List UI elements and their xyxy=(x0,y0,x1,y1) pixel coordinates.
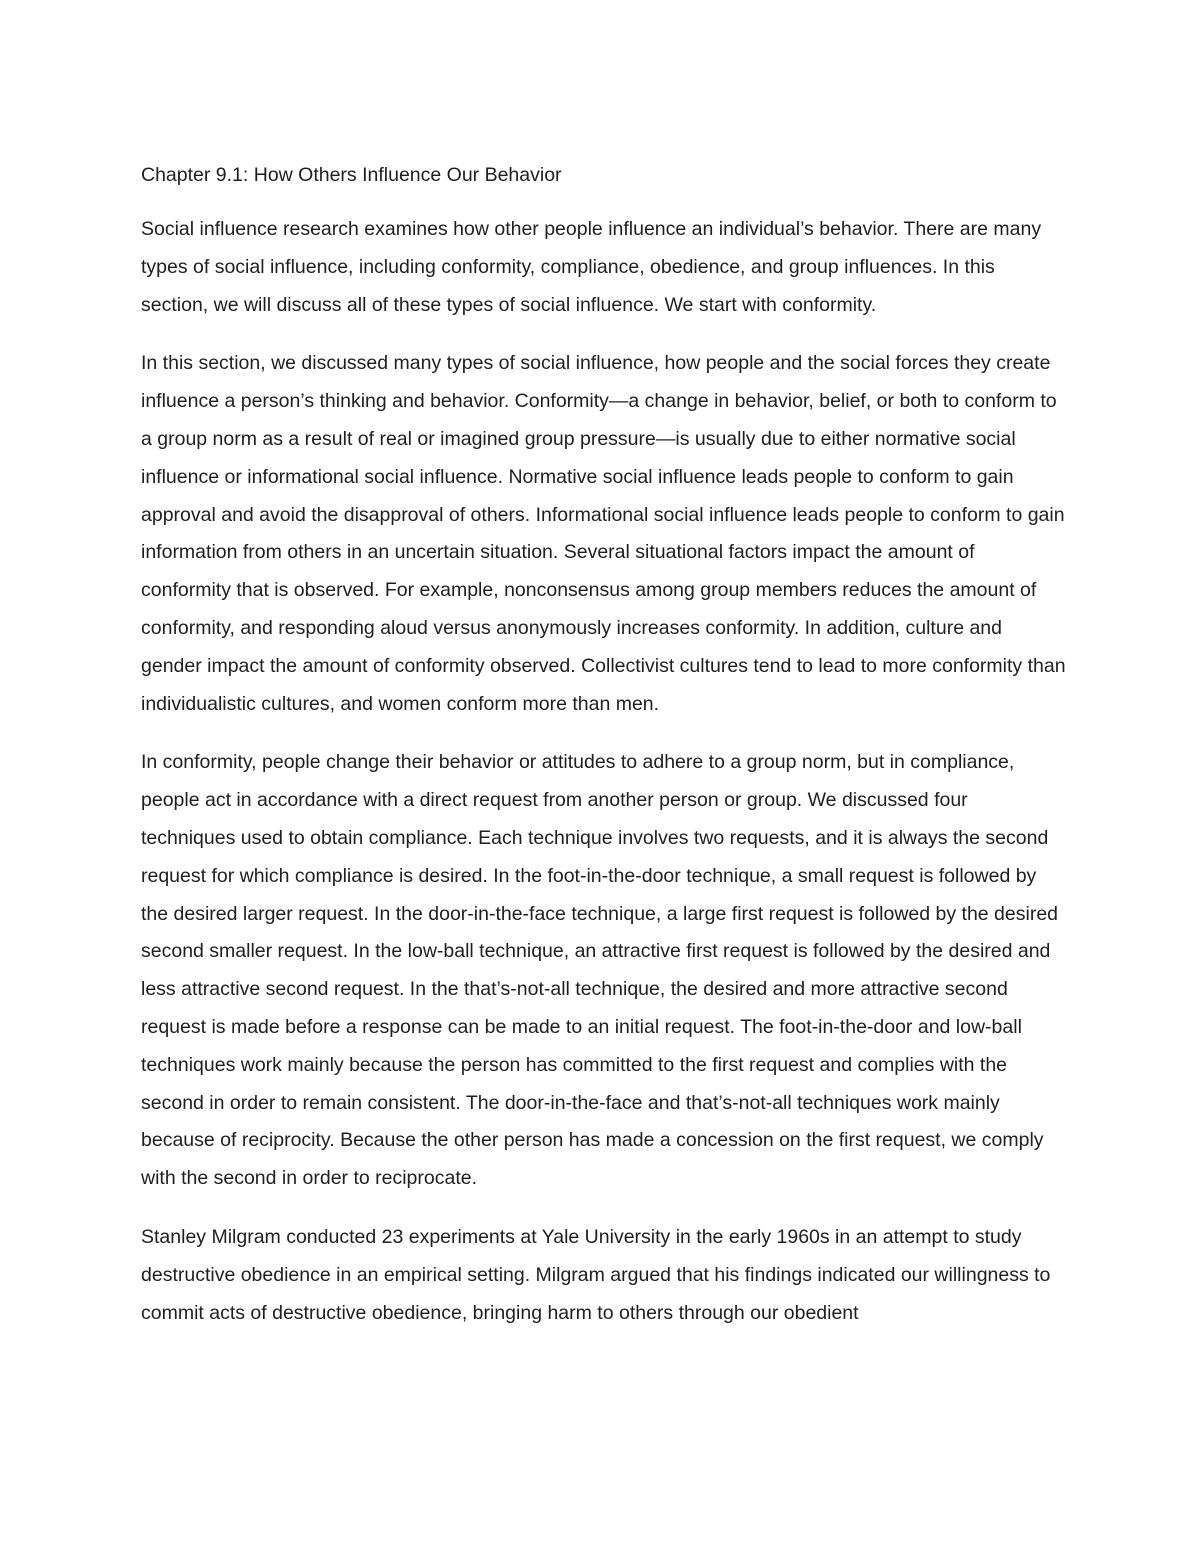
paragraph-compliance: In conformity, people change their behavior or attitudes to adhere to a group norm, but in compliance, people act in accordance with a direct request from another person or group. We discussed four techniques used to obtain compliance. Each technique involves two requests, and it is always the second request for which compliance is desired. In the foot-in-the-door technique, a small request is followed by the desired larger request. In the door-in-the-face technique, a large first request is followed by the desired second smaller request. In the low-ball technique, an attractive first request is followed by the desired and less attractive second request. In the that’s-not-all technique, the desired and more attractive second request is made before a response can be made to an initial request. The foot-in-the-door and low-ball techniques work mainly because the person has committed to the first request and complies with the second in order to remain consistent. The door-in-the-face and that’s-not-all techniques work mainly because of reciprocity. Because the other person has made a concession on the first request, we comply with the second in order to reciprocate. xyxy=(141,751,1059,1190)
chapter-title: Chapter 9.1: How Others Influence Our Behavior xyxy=(141,164,562,186)
paragraph-conformity: In this section, we discussed many types of social influence, how people and the social forces they create influence a person’s thinking and behavior. Conformity—a change in behavior, belief, or both to conform to a group norm as a result of real or imagined group pressure—is usually due to either normative social influence or informational social influence. Normative social influence leads people to conform to gain approval and avoid the disapproval of others. Informational social influence leads people to conform to gain information from others in an uncertain situation. Several situational factors impact the amount of conformity that is observed. For example, nonconsensus among group members reduces the amount of conformity, and responding aloud versus anonymously increases conformity. In addition, culture and gender impact the amount of conformity observed. Collectivist cultures tend to lead to more conformity than individualistic cultures, and women conform more than men. xyxy=(141,352,1066,715)
paragraph-intro: Social influence research examines how other people influence an individual’s behavior. There are many types of social influence, including conformity, compliance, obedience, and group influences. In this section, we will discuss all of these types of social influence. We start with conformity. xyxy=(141,218,1042,316)
paragraph-obedience: Stanley Milgram conducted 23 experiments at Yale University in the early 1960s in an attempt to study destructive obedience in an empirical setting. Milgram argued that his findings indicated our willingness to commit acts of destructive obedience, bringing harm to others through our obedient xyxy=(141,1225,1051,1324)
document-body xyxy=(141,160,1066,1353)
